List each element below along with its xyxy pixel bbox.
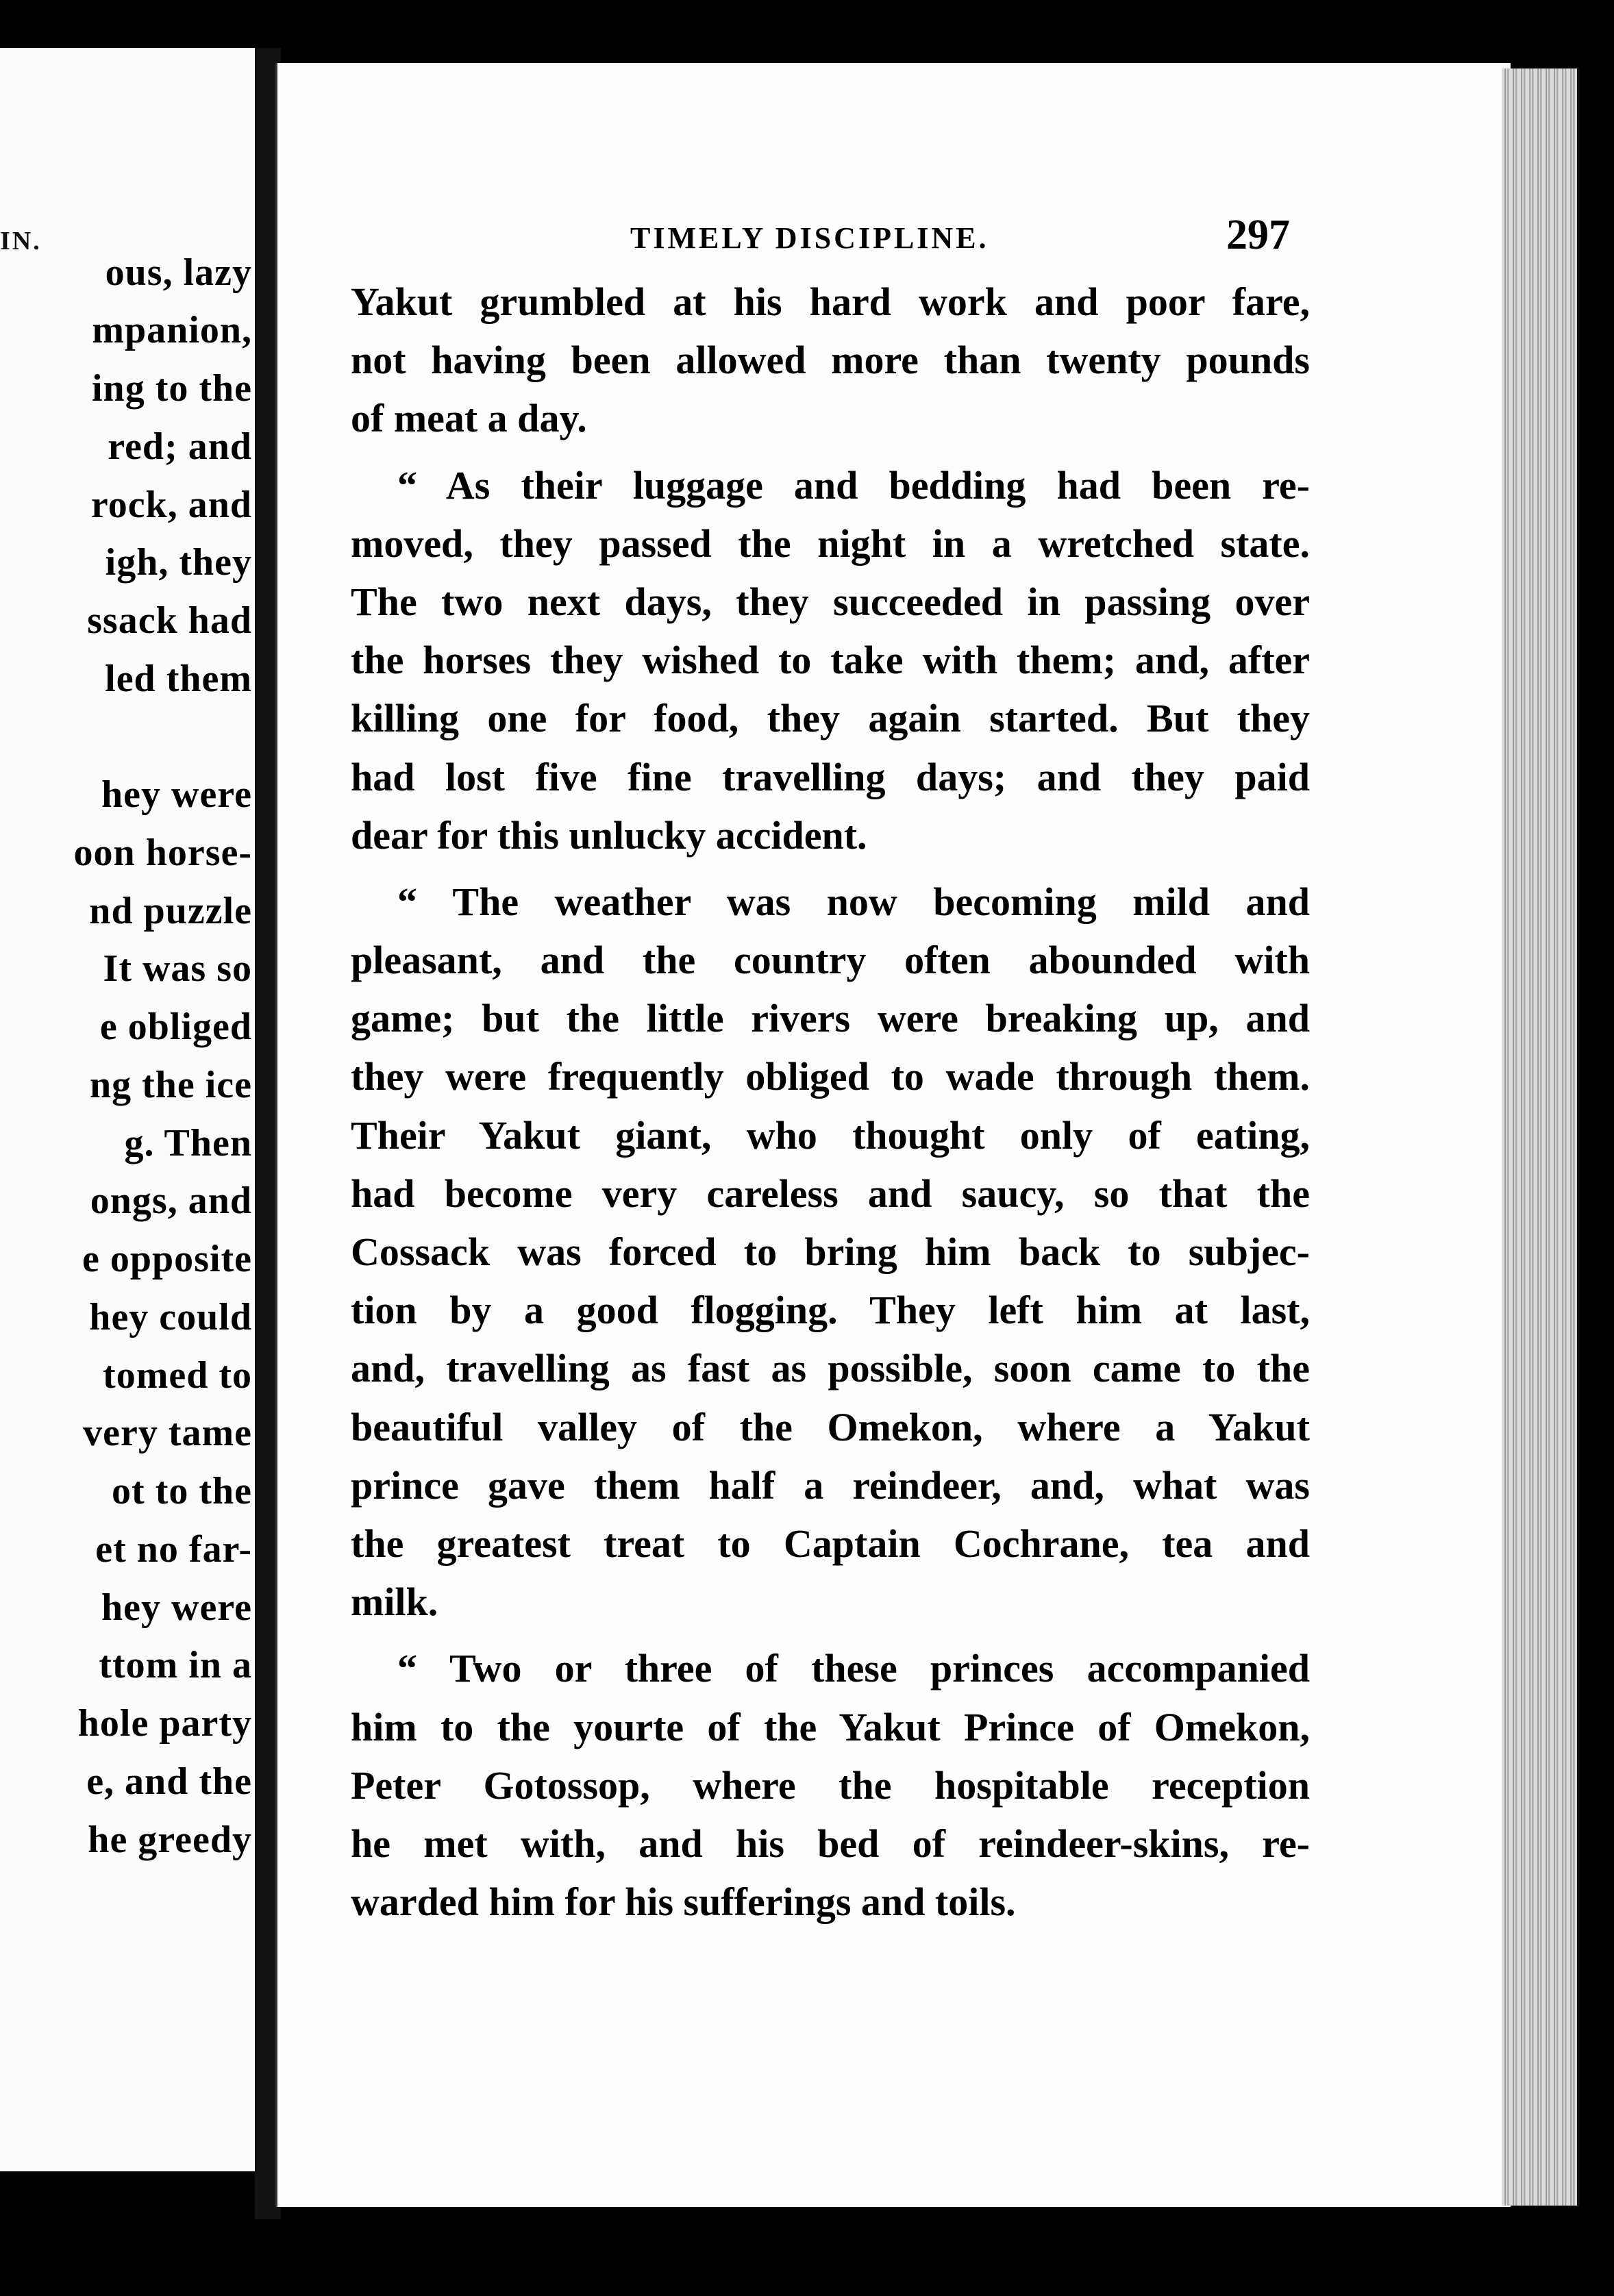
paragraph: [351, 873, 1310, 1631]
left-page-line: mpanion,: [92, 309, 252, 351]
text-line: dear for this unlucky accident.: [351, 812, 867, 858]
text-line: the greatest treat to Captain Cochrane, tea and: [351, 1521, 1310, 1566]
text-line: “ The weather was now becoming mild and: [397, 879, 1310, 924]
left-page-line: ous, lazy: [105, 251, 252, 294]
text-line: and, travelling as fast as possible, soon came to the: [351, 1346, 1310, 1391]
text-line: of meat a day.: [351, 396, 587, 441]
text-line: pleasant, and the country often abounded with: [351, 938, 1310, 983]
left-facing-page: [0, 48, 259, 2171]
text-line: “ Two or three of these princes accompanied: [397, 1646, 1310, 1691]
text-line: “ As their luggage and bedding had been re-: [397, 462, 1310, 508]
body-text: [351, 273, 1310, 1931]
left-page-line: hole party: [77, 1702, 252, 1745]
left-page-line: hey could: [89, 1296, 252, 1338]
left-page-line: ng the ice: [89, 1064, 252, 1106]
left-page-line: rock, and: [90, 484, 252, 526]
text-line: game; but the little rivers were breaking up, and: [351, 996, 1310, 1041]
text-line: warded him for his sufferings and toils.: [351, 1880, 1016, 1925]
left-page-line: ongs, and: [90, 1180, 252, 1222]
left-page-line: oon horse-: [73, 832, 252, 874]
left-page-line: led them: [105, 658, 252, 700]
left-page-line: ot to the: [112, 1470, 252, 1512]
left-page-line: It was so: [103, 947, 252, 990]
left-page-line: igh, they: [105, 541, 252, 584]
text-line: The two next days, they succeeded in passing over: [351, 579, 1310, 624]
page-number: 297: [1226, 212, 1290, 258]
text-line: moved, they passed the night in a wretched state.: [351, 521, 1310, 566]
paragraph: [351, 1639, 1310, 1931]
left-page-line: e opposite: [82, 1238, 252, 1280]
text-line: Their Yakut giant, who thought only of eating,: [351, 1112, 1310, 1158]
left-page-line: ttom in a: [99, 1644, 252, 1686]
text-line: Cossack was forced to bring him back to subjec-: [351, 1230, 1310, 1274]
text-line: milk.: [351, 1580, 438, 1625]
text-line: the horses they wished to take with them; and, after: [351, 638, 1310, 683]
text-line: tion by a good flogging. They left him at last,: [351, 1288, 1310, 1333]
left-page-line: nd puzzle: [89, 890, 252, 932]
paragraph: [351, 456, 1310, 864]
left-page-line: he greedy: [88, 1819, 252, 1861]
running-head: TIMELY DISCIPLINE.: [630, 221, 989, 255]
text-line: he met with, and his bed of reindeer-skins, re-: [351, 1821, 1310, 1866]
text-line: beautiful valley of the Omekon, where a Yakut: [351, 1404, 1310, 1449]
text-line: him to the yourte of the Yakut Prince of Omekon,: [351, 1704, 1310, 1749]
left-running-head-fragment: IN.: [0, 227, 42, 255]
left-page-line: et no far-: [95, 1528, 252, 1571]
left-page-line: hey were: [101, 773, 252, 816]
page-edges: [1502, 68, 1580, 2206]
left-page-line: red; and: [108, 425, 252, 468]
paragraph: [351, 273, 1310, 448]
text-line: prince gave them half a reindeer, and, what was: [351, 1462, 1310, 1508]
text-line: they were frequently obliged to wade through them.: [351, 1054, 1310, 1099]
left-page-line: very tame: [83, 1412, 252, 1454]
left-page-line: g. Then: [124, 1122, 252, 1164]
left-page-line: ssack had: [87, 599, 252, 642]
left-page-line: tomed to: [103, 1354, 252, 1397]
text-line: killing one for food, they again started. But they: [351, 696, 1310, 741]
left-page-line: e obliged: [99, 1006, 252, 1048]
text-line: had lost five fine travelling days; and they paid: [351, 754, 1310, 799]
text-line: had become very careless and saucy, so that the: [351, 1171, 1310, 1216]
left-page-line: e, and the: [86, 1760, 252, 1803]
text-line: Peter Gotossop, where the hospitable reception: [351, 1762, 1310, 1808]
left-page-line: hey were: [101, 1586, 252, 1629]
text-line: Yakut grumbled at his hard work and poor fare,: [351, 279, 1310, 324]
text-line: not having been allowed more than twenty pounds: [351, 338, 1310, 383]
left-page-line: ing to the: [92, 367, 252, 410]
